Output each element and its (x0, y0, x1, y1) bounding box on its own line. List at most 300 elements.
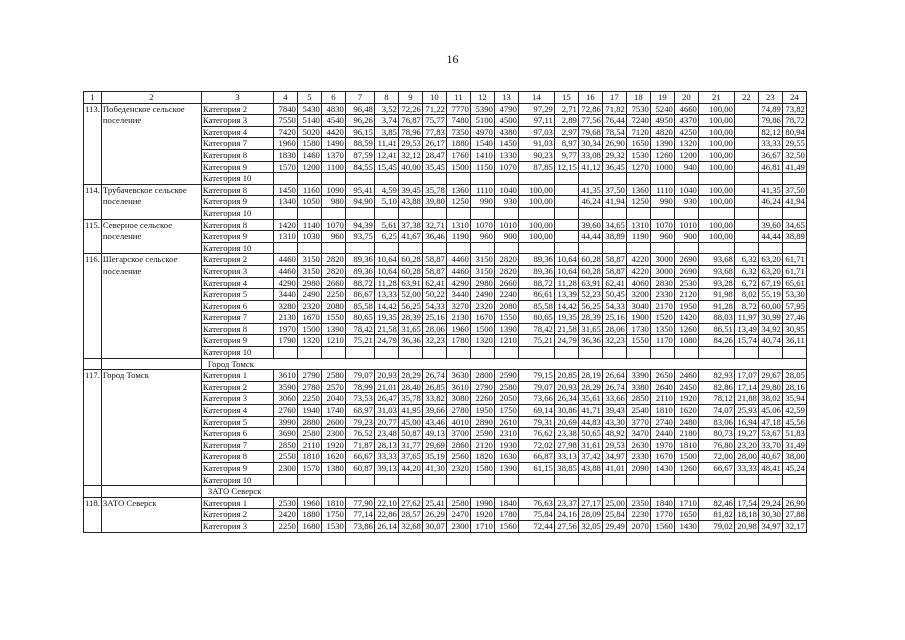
value-cell: 1190 (446, 231, 470, 243)
value-cell: 58,87 (602, 265, 626, 277)
value-cell: 1450 (273, 184, 297, 196)
value-cell (782, 207, 806, 219)
value-cell: 20,93 (554, 381, 578, 393)
column-header: 5 (297, 92, 321, 104)
category-cell: Категория 5 (201, 416, 273, 428)
value-cell: 39,13 (374, 463, 398, 475)
value-cell: 96,48 (345, 103, 374, 115)
table-row (84, 103, 807, 115)
value-cell: 4220 (626, 254, 650, 266)
value-cell: 3690 (273, 428, 297, 440)
value-cell: 32,71 (422, 219, 446, 231)
value-cell: 2240 (494, 289, 518, 301)
value-cell: 2580 (446, 497, 470, 509)
value-cell: 46,24 (758, 196, 782, 208)
category-cell: Категория 10 (201, 242, 273, 254)
value-cell: 76,87 (398, 115, 422, 127)
column-header: 1 (84, 92, 102, 104)
value-cell: 78,12 (698, 393, 734, 405)
column-header: 18 (626, 92, 650, 104)
value-cell: 26,74 (602, 381, 626, 393)
value-cell: 69,14 (518, 405, 554, 417)
value-cell: 60,28 (398, 254, 422, 266)
value-cell: 1570 (273, 161, 297, 173)
value-cell: 38,02 (758, 393, 782, 405)
value-cell: 71,22 (422, 103, 446, 115)
category-cell: Категория 4 (201, 277, 273, 289)
column-header: 12 (470, 92, 494, 104)
value-cell: 1410 (470, 149, 494, 161)
value-cell (554, 196, 578, 208)
value-cell: 61,15 (518, 463, 554, 475)
value-cell: 67,19 (758, 277, 782, 289)
value-cell: 2040 (321, 393, 345, 405)
value-cell: 72,02 (518, 439, 554, 451)
value-cell: 1740 (321, 405, 345, 417)
value-cell: 1970 (273, 323, 297, 335)
value-cell: 100,00 (698, 231, 734, 243)
value-cell: 100,00 (698, 184, 734, 196)
value-cell: 26,64 (602, 370, 626, 382)
category-cell: Категория 3 (201, 265, 273, 277)
value-cell (321, 347, 345, 359)
value-cell: 76,62 (518, 428, 554, 440)
column-header: 4 (273, 92, 297, 104)
value-cell (578, 474, 602, 486)
value-cell (734, 103, 758, 115)
value-cell: 7350 (446, 126, 470, 138)
value-cell: 75,84 (518, 509, 554, 521)
value-cell: 1770 (650, 509, 674, 521)
value-cell: 31,77 (398, 439, 422, 451)
value-cell: 77,90 (345, 497, 374, 509)
value-cell: 91,28 (698, 300, 734, 312)
value-cell: 34,97 (602, 451, 626, 463)
value-cell: 94,39 (345, 219, 374, 231)
value-cell (321, 474, 345, 486)
value-cell: 23,20 (734, 439, 758, 451)
value-cell: 37,65 (398, 451, 422, 463)
value-cell: 26,85 (422, 381, 446, 393)
value-cell: 97,11 (518, 115, 554, 127)
value-cell: 51,83 (782, 428, 806, 440)
value-cell (374, 242, 398, 254)
value-cell: 2230 (626, 509, 650, 521)
value-cell (578, 347, 602, 359)
value-cell: 7120 (626, 126, 650, 138)
value-cell: 25,84 (602, 509, 626, 521)
value-cell: 78,96 (398, 126, 422, 138)
value-cell: 2420 (273, 509, 297, 521)
value-cell: 45,06 (758, 405, 782, 417)
value-cell: 45,56 (782, 416, 806, 428)
value-cell: 2090 (626, 463, 650, 475)
value-cell: 7770 (446, 103, 470, 115)
value-cell: 28,39 (398, 312, 422, 324)
value-cell: 60,28 (578, 254, 602, 266)
value-cell: 44,20 (398, 463, 422, 475)
value-cell: 2320 (470, 300, 494, 312)
value-cell (273, 207, 297, 219)
value-cell (273, 173, 297, 185)
value-cell (554, 474, 578, 486)
category-cell: Категория 9 (201, 463, 273, 475)
value-cell: 1500 (297, 323, 321, 335)
column-header: 20 (674, 92, 698, 104)
value-cell (758, 207, 782, 219)
value-cell (470, 173, 494, 185)
value-cell: 29,67 (758, 370, 782, 382)
value-cell: 990 (470, 196, 494, 208)
value-cell: 27,88 (782, 509, 806, 521)
value-cell: 20,93 (374, 370, 398, 382)
value-cell: 1490 (321, 138, 345, 150)
value-cell: 20,85 (554, 370, 578, 382)
value-cell: 33,82 (422, 393, 446, 405)
value-cell: 1050 (297, 196, 321, 208)
value-cell: 1390 (494, 323, 518, 335)
value-cell: 31,61 (578, 439, 602, 451)
value-cell: 28,00 (734, 451, 758, 463)
value-cell: 13,39 (554, 289, 578, 301)
value-cell: 85,58 (345, 300, 374, 312)
value-cell: 52,23 (578, 289, 602, 301)
value-cell (554, 347, 578, 359)
value-cell: 87,85 (518, 161, 554, 173)
value-cell: 71,82 (602, 103, 626, 115)
value-cell: 27,56 (554, 520, 578, 532)
value-cell: 82,46 (698, 497, 734, 509)
value-cell (734, 138, 758, 150)
value-cell: 1820 (470, 451, 494, 463)
value-cell: 1390 (650, 138, 674, 150)
value-cell: 1340 (273, 196, 297, 208)
value-cell (578, 207, 602, 219)
value-cell: 2650 (650, 370, 674, 382)
value-cell: 23,48 (374, 428, 398, 440)
value-cell: 1040 (674, 184, 698, 196)
value-cell: 44,83 (578, 416, 602, 428)
value-cell: 31,65 (578, 323, 602, 335)
settlement-name: Шегарское сельское поселение (101, 254, 201, 358)
value-cell: 26,47 (374, 393, 398, 405)
value-cell: 34,65 (782, 219, 806, 231)
value-cell: 30,99 (758, 312, 782, 324)
value-cell: 41,12 (578, 161, 602, 173)
value-cell: 2260 (470, 393, 494, 405)
value-cell: 2130 (273, 312, 297, 324)
value-cell: 900 (494, 231, 518, 243)
value-cell: 37,50 (602, 184, 626, 196)
table-row (84, 497, 807, 509)
value-cell: 76,52 (345, 428, 374, 440)
value-cell: 2980 (297, 277, 321, 289)
value-cell: 80,73 (698, 428, 734, 440)
value-cell: 68,97 (345, 405, 374, 417)
value-cell: 4790 (494, 103, 518, 115)
value-cell (626, 474, 650, 486)
category-cell: Категория 9 (201, 335, 273, 347)
value-cell: 85,58 (518, 300, 554, 312)
value-cell: 73,82 (782, 103, 806, 115)
value-cell: 32,12 (398, 149, 422, 161)
value-cell: 1320 (470, 335, 494, 347)
value-cell: 6,25 (374, 231, 398, 243)
value-cell: 4290 (273, 277, 297, 289)
value-cell (345, 474, 374, 486)
value-cell (734, 115, 758, 127)
value-cell: 100,00 (698, 103, 734, 115)
column-header: 9 (398, 92, 422, 104)
value-cell: 2460 (674, 370, 698, 382)
value-cell: 2560 (446, 451, 470, 463)
value-cell: 30,95 (782, 323, 806, 335)
value-cell: 960 (650, 231, 674, 243)
value-cell: 4380 (494, 126, 518, 138)
value-cell: 20,77 (374, 416, 398, 428)
value-cell: 3150 (297, 254, 321, 266)
value-cell: 16,94 (734, 416, 758, 428)
value-cell: 4420 (321, 126, 345, 138)
value-cell: 77,56 (578, 115, 602, 127)
value-cell: 2070 (626, 520, 650, 532)
value-cell: 56,25 (398, 300, 422, 312)
value-cell: 4950 (650, 115, 674, 127)
value-cell: 30,30 (758, 509, 782, 521)
row-number: 117. (84, 370, 102, 486)
value-cell: 2690 (674, 265, 698, 277)
value-cell: 5,10 (374, 196, 398, 208)
value-cell: 57,95 (782, 300, 806, 312)
value-cell: 79,23 (345, 416, 374, 428)
value-cell: 100,00 (698, 126, 734, 138)
value-cell: 4370 (674, 115, 698, 127)
value-cell: 2690 (674, 254, 698, 266)
value-cell: 1070 (494, 161, 518, 173)
value-cell: 27,98 (554, 439, 578, 451)
value-cell: 66,87 (518, 451, 554, 463)
category-cell: Категория 8 (201, 184, 273, 196)
value-cell: 1450 (494, 138, 518, 150)
value-cell: 36,46 (422, 231, 446, 243)
category-cell: Категория 10 (201, 474, 273, 486)
value-cell: 2570 (321, 381, 345, 393)
value-cell (782, 173, 806, 185)
value-cell: 58,87 (602, 254, 626, 266)
value-cell: 3060 (273, 393, 297, 405)
value-cell: 41,94 (602, 196, 626, 208)
value-cell: 42,59 (782, 405, 806, 417)
value-cell: 62,41 (602, 277, 626, 289)
value-cell: 2630 (626, 439, 650, 451)
value-cell: 33,13 (554, 451, 578, 463)
value-cell: 1430 (650, 463, 674, 475)
value-cell: 960 (321, 231, 345, 243)
value-cell: 1110 (650, 184, 674, 196)
value-cell: 100,00 (698, 161, 734, 173)
table-row (84, 370, 807, 382)
value-cell: 1270 (626, 161, 650, 173)
value-cell: 1550 (321, 312, 345, 324)
value-cell (374, 173, 398, 185)
value-cell (374, 347, 398, 359)
value-cell: 36,36 (398, 335, 422, 347)
value-cell: 4660 (674, 103, 698, 115)
value-cell: 1260 (650, 149, 674, 161)
value-cell: 3270 (446, 300, 470, 312)
value-cell: 3390 (626, 370, 650, 382)
value-cell (734, 161, 758, 173)
value-cell: 28,19 (578, 370, 602, 382)
value-cell: 25,41 (422, 497, 446, 509)
value-cell (650, 347, 674, 359)
value-cell: 1840 (494, 497, 518, 509)
settlement-name: Трубачевское сельское поселение (101, 184, 201, 219)
value-cell (758, 173, 782, 185)
value-cell: 73,66 (518, 393, 554, 405)
value-cell: 2490 (470, 289, 494, 301)
value-cell: 1940 (297, 405, 321, 417)
value-cell: 2820 (494, 265, 518, 277)
value-cell: 2880 (297, 416, 321, 428)
value-cell (734, 196, 758, 208)
value-cell: 4,59 (374, 184, 398, 196)
value-cell: 28,13 (374, 439, 398, 451)
value-cell: 26,29 (422, 509, 446, 521)
value-cell (554, 242, 578, 254)
value-cell: 5430 (297, 103, 321, 115)
value-cell: 95,41 (345, 184, 374, 196)
value-cell: 45,00 (398, 416, 422, 428)
value-cell (734, 231, 758, 243)
category-cell: Категория 1 (201, 497, 273, 509)
category-cell: Категория 3 (201, 520, 273, 532)
value-cell (470, 207, 494, 219)
value-cell: 76,80 (698, 439, 734, 451)
value-cell: 4010 (446, 416, 470, 428)
value-cell: 1500 (446, 161, 470, 173)
value-cell: 29,53 (602, 439, 626, 451)
value-cell: 1540 (470, 138, 494, 150)
value-cell: 81,82 (698, 509, 734, 521)
value-cell: 5020 (297, 126, 321, 138)
value-cell: 25,00 (602, 497, 626, 509)
value-cell: 26,34 (554, 393, 578, 405)
value-cell: 62,41 (422, 277, 446, 289)
value-cell: 1950 (674, 300, 698, 312)
value-cell: 1200 (674, 149, 698, 161)
value-cell: 2350 (626, 497, 650, 509)
value-cell: 2580 (321, 370, 345, 382)
value-cell: 2050 (494, 393, 518, 405)
value-cell: 18,18 (734, 509, 758, 521)
category-cell: Категория 9 (201, 231, 273, 243)
value-cell: 58,87 (422, 254, 446, 266)
value-cell: 4970 (470, 126, 494, 138)
value-cell: 1070 (650, 219, 674, 231)
category-cell: Категория 6 (201, 428, 273, 440)
value-cell: 1780 (446, 335, 470, 347)
value-cell: 4290 (446, 277, 470, 289)
value-cell: 43,88 (578, 463, 602, 475)
value-cell: 21,01 (374, 381, 398, 393)
value-cell: 1650 (626, 138, 650, 150)
value-cell: 2980 (470, 277, 494, 289)
value-cell: 40,67 (758, 451, 782, 463)
value-cell (297, 347, 321, 359)
value-cell: 11,97 (734, 312, 758, 324)
value-cell: 37,38 (398, 219, 422, 231)
value-cell: 4500 (494, 115, 518, 127)
value-cell: 3380 (626, 381, 650, 393)
value-cell: 2640 (650, 381, 674, 393)
value-cell: 1580 (470, 463, 494, 475)
value-cell (554, 207, 578, 219)
value-cell: 1710 (674, 497, 698, 509)
value-cell: 1680 (297, 520, 321, 532)
value-cell: 13,33 (374, 289, 398, 301)
value-cell: 2130 (446, 312, 470, 324)
value-cell: 43,30 (602, 416, 626, 428)
value-cell: 41,49 (782, 161, 806, 173)
value-cell: 1310 (626, 219, 650, 231)
value-cell (374, 207, 398, 219)
value-cell: 1100 (321, 161, 345, 173)
value-cell: 1190 (626, 231, 650, 243)
value-cell: 26,90 (782, 497, 806, 509)
category-cell: Категория 8 (201, 323, 273, 335)
value-cell: 37,42 (578, 451, 602, 463)
section-blank-cell (101, 358, 201, 370)
column-header: 23 (758, 92, 782, 104)
value-cell: 2250 (273, 520, 297, 532)
value-cell: 100,00 (698, 149, 734, 161)
value-cell: 27,62 (398, 497, 422, 509)
value-cell: 2170 (650, 300, 674, 312)
value-cell: 79,02 (698, 520, 734, 532)
value-cell (297, 474, 321, 486)
category-cell: Категория 10 (201, 347, 273, 359)
category-cell: Категория 4 (201, 126, 273, 138)
value-cell (470, 242, 494, 254)
value-cell: 1460 (297, 149, 321, 161)
value-cell: 940 (674, 161, 698, 173)
value-cell (650, 207, 674, 219)
value-cell: 89,36 (518, 265, 554, 277)
value-cell: 1620 (674, 405, 698, 417)
table-row (84, 184, 807, 196)
value-cell: 1710 (470, 520, 494, 532)
table-body (84, 92, 807, 533)
value-cell: 1570 (297, 463, 321, 475)
value-cell: 4460 (273, 265, 297, 277)
value-cell (398, 474, 422, 486)
section-title: Город Томск (201, 358, 806, 370)
value-cell: 2250 (297, 393, 321, 405)
value-cell: 1810 (297, 451, 321, 463)
value-cell: 54,33 (422, 300, 446, 312)
value-cell: 28,39 (578, 312, 602, 324)
value-cell: 89,36 (345, 254, 374, 266)
value-cell: 38,00 (782, 451, 806, 463)
column-header: 17 (602, 92, 626, 104)
value-cell: 2830 (650, 277, 674, 289)
value-cell: 2450 (674, 381, 698, 393)
column-header: 22 (734, 92, 758, 104)
value-cell: 1530 (321, 520, 345, 532)
value-cell (518, 474, 554, 486)
column-header: 16 (578, 92, 602, 104)
